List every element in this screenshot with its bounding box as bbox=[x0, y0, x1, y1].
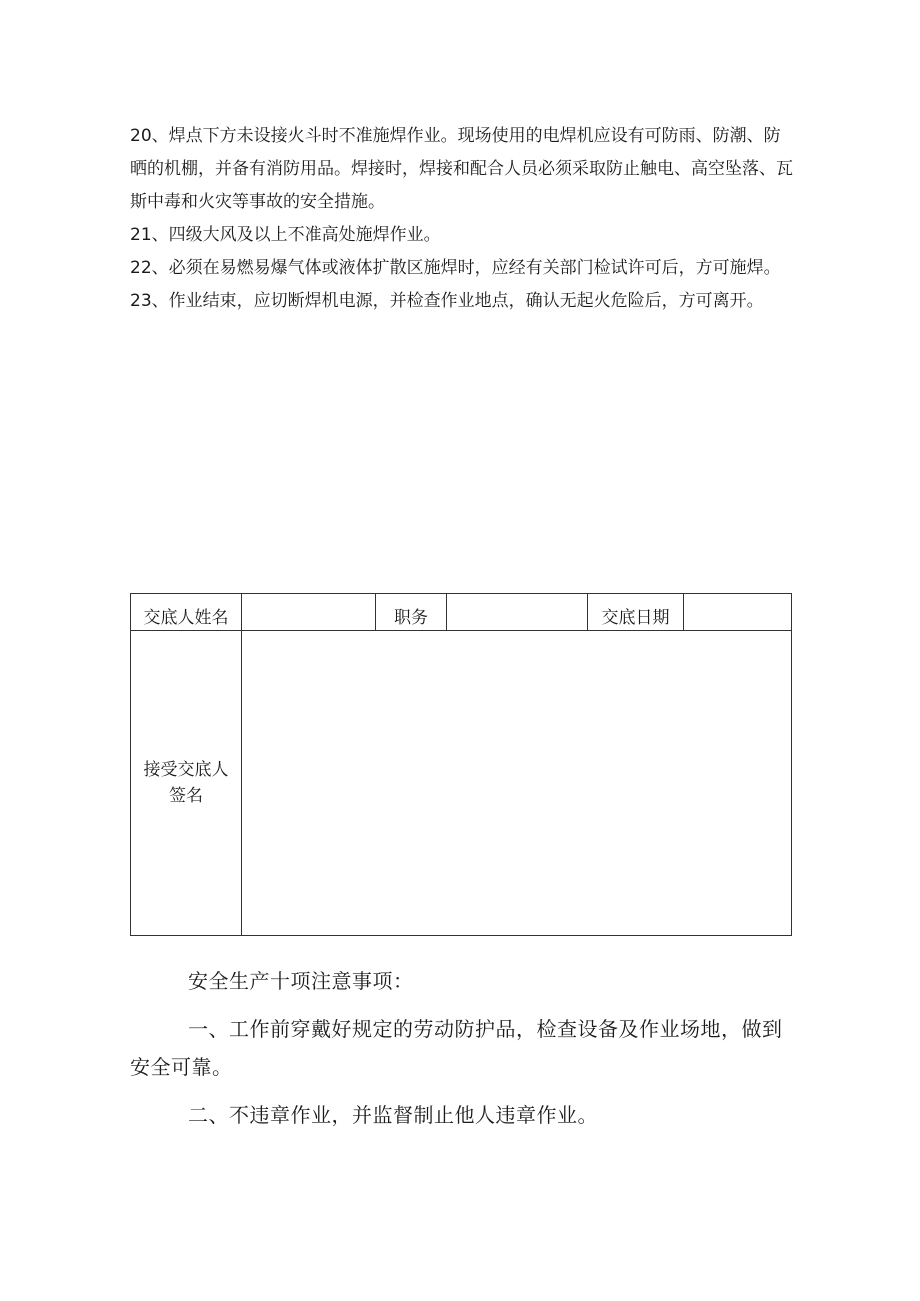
rule-item-23: 23、作业结束，应切断焊机电源，并检查作业地点，确认无起火危险后，方可离开。 bbox=[130, 291, 764, 311]
discloser-name-label: 交底人姓名 bbox=[143, 608, 229, 628]
rule-item-20: 20、焊点下方未设接火斗时不准施焊作业。现场使用的电焊机应设有可防雨、防潮、防晒的机棚，并备有消防用品。焊接时，焊接和配合人员必须采取防止触电、高空坠落、瓦斯中毒和火灾等事故的安全措施。 bbox=[130, 126, 793, 212]
rule-item-22: 22、必须在易燃易爆气体或液体扩散区施焊时，应经有关部门检试许可后，方可施焊。 bbox=[130, 258, 781, 278]
table-row bbox=[131, 631, 792, 936]
date-field[interactable] bbox=[684, 594, 792, 631]
notes-item: 二、不违章作业，并监督制止他人违章作业。 bbox=[188, 1103, 598, 1127]
date-label: 交底日期 bbox=[601, 608, 670, 628]
notes-item: 一、工作前穿戴好规定的劳动防护品，检查设备及作业场地，做到安全可靠。 bbox=[130, 1017, 783, 1079]
discloser-name-label-cell bbox=[131, 594, 242, 631]
receiver-label-line2: 签名 bbox=[169, 786, 203, 806]
table-row bbox=[131, 594, 792, 631]
receiver-signature-field[interactable] bbox=[242, 631, 792, 936]
position-field[interactable] bbox=[447, 594, 588, 631]
receiver-signature-label-cell bbox=[131, 631, 242, 936]
safety-notes-section bbox=[130, 962, 800, 1134]
rule-item-21: 21、四级大风及以上不准高处施焊作业。 bbox=[130, 225, 441, 245]
notes-title: 安全生产十项注意事项： bbox=[188, 969, 414, 993]
date-label-cell bbox=[588, 594, 684, 631]
position-label-cell bbox=[376, 594, 447, 631]
safety-rules-list bbox=[130, 120, 795, 318]
position-label: 职务 bbox=[394, 608, 428, 628]
disclosure-sign-table bbox=[130, 593, 792, 936]
discloser-name-field[interactable] bbox=[242, 594, 376, 631]
receiver-label-line1: 接受交底人 bbox=[143, 760, 229, 780]
